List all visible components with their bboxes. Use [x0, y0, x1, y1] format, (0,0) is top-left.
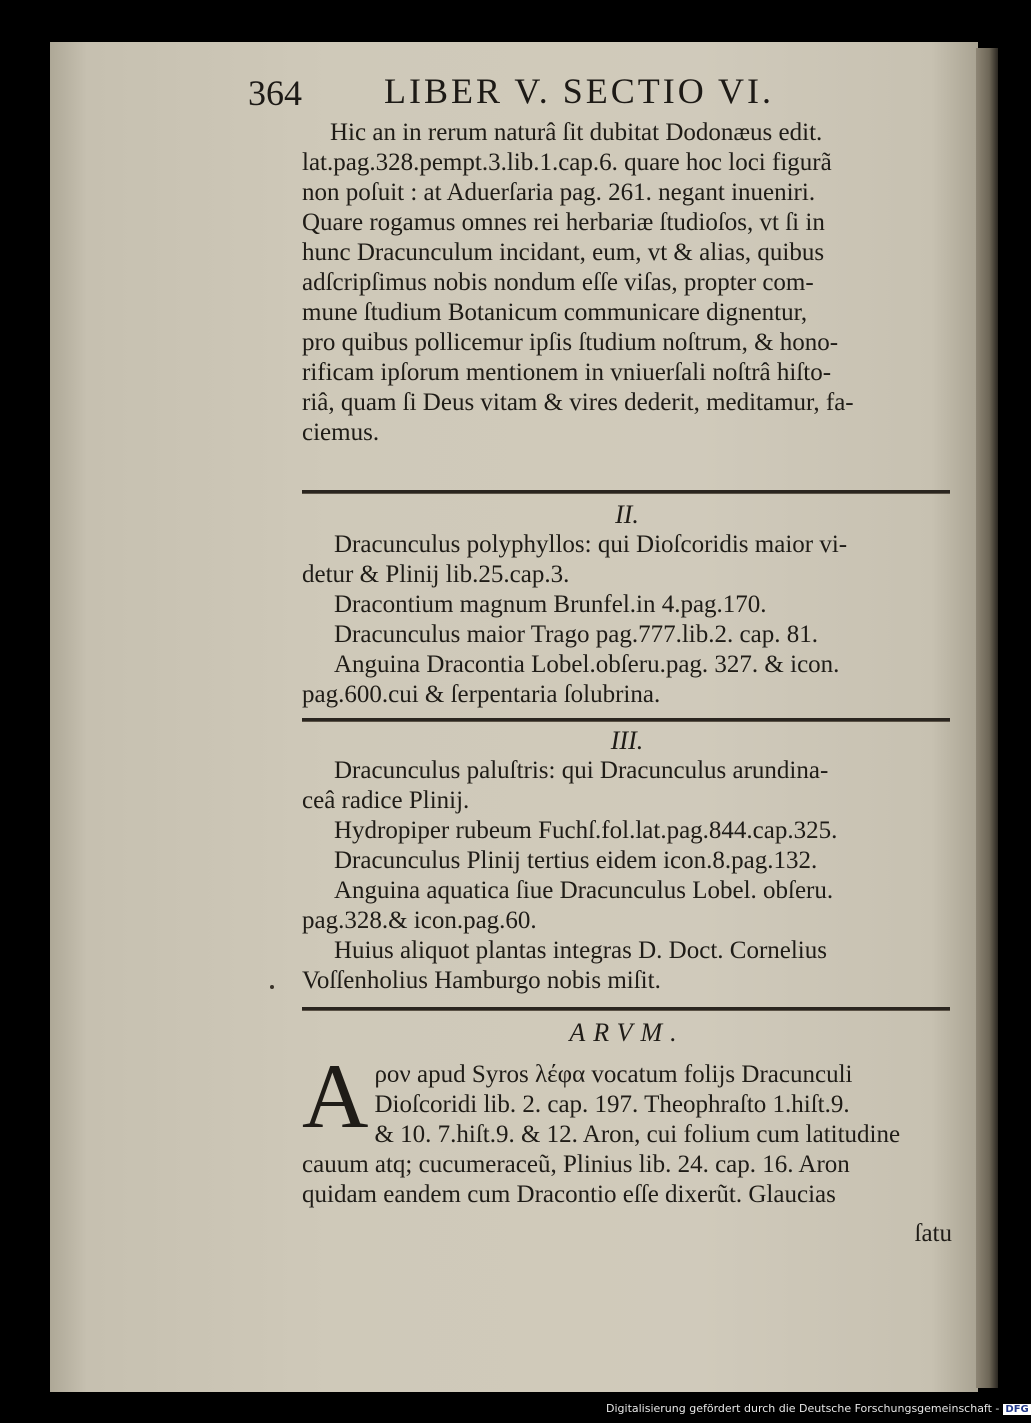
page-header	[248, 70, 868, 113]
entry-line: Anguina Dracontia Lobel.obſeru.pag. 327. & icon.	[334, 651, 840, 678]
text-line: ciemus.	[302, 419, 380, 446]
arum-line: Dioſcoridi lib. 2. cap. 197. Theophraſto 1.hiſt.9.	[374, 1091, 850, 1118]
intro-paragraph	[302, 118, 952, 448]
section-ii-entries	[302, 530, 952, 710]
arum-line: ρον apud Syros λέφα vocatum folijs Dracunculi	[374, 1061, 853, 1088]
arum-heading: ARVM.	[569, 1018, 685, 1047]
section-rule	[302, 718, 950, 722]
entry-line: Dracontium magnum Brunfel.in 4.pag.170.	[334, 591, 767, 618]
entry-line: Anguina aquatica ſiue Dracunculus Lobel. obſeru.	[334, 877, 834, 904]
entry-line: pag.600.cui & ſerpentaria ſolubrina.	[302, 681, 661, 708]
running-head: LIBER V. SECTIO VI.	[384, 71, 775, 111]
entry-line: pag.328.& icon.pag.60.	[302, 907, 537, 934]
text-line: rificam ipſorum mentionem in vniuerſali noſtrâ hiſto-	[302, 359, 832, 386]
entry-line: Huius aliquot plantas integras D. Doct. Cornelius	[334, 937, 827, 964]
text-line: adſcripſimus nobis nondum eſſe viſas, propter com-	[302, 269, 814, 296]
digitization-footer	[606, 1402, 1031, 1415]
section-iii-heading: III.	[610, 726, 644, 755]
dfg-logo: DFG	[1005, 1403, 1029, 1415]
page-edge	[976, 48, 998, 1388]
section-rule	[302, 1007, 950, 1011]
arum-text	[302, 1045, 952, 1210]
drop-cap: A	[302, 1045, 369, 1147]
catchword: ſatu	[914, 1220, 952, 1247]
text-line: Quare rogamus omnes rei herbariæ ſtudioſos, vt ſi in	[302, 209, 825, 236]
entry-line: Dracunculus Plinij tertius eidem icon.8.pag.132.	[334, 847, 818, 874]
arum-line: cauum atq; cucumeraceũ, Plinius lib. 24. cap. 16. Aron	[302, 1151, 850, 1178]
arum-line: quidam eandem cum Dracontio eſſe dixerũt. Glaucias	[302, 1181, 836, 1208]
section-iii-entries	[302, 756, 952, 996]
entry-line: detur & Plinij lib.25.cap.3.	[302, 561, 570, 588]
section-arum	[302, 1018, 952, 1248]
entry-line: Voſſenholius Hamburgo nobis miſit.	[302, 967, 661, 994]
arum-line: & 10. 7.hiſt.9. & 12. Aron, cui folium cum latitudine	[374, 1121, 901, 1148]
text-line: hunc Dracunculum incidant, eum, vt & alias, quibus	[302, 239, 825, 266]
text-line: Hic an in rerum naturâ ſit dubitat Dodonæus edit.	[330, 119, 823, 146]
entry-line: Hydropiper rubeum Fuchſ.fol.lat.pag.844.cap.325.	[334, 817, 838, 844]
entry-line: Dracunculus maior Trago pag.777.lib.2. cap. 81.	[334, 621, 818, 648]
footer-text: Digitalisierung gefördert durch die Deutsche Forschungsgemeinschaft -	[606, 1402, 1000, 1415]
section-ii-heading: II.	[615, 500, 639, 529]
entry-line: Dracunculus polyphyllos: qui Dioſcoridis maior vi-	[334, 531, 848, 558]
text-line: lat.pag.328.pempt.3.lib.1.cap.6. quare hoc loci figurã	[302, 149, 832, 176]
text-line: non poſuit : at Aduerſaria pag. 261. negant inueniri.	[302, 179, 816, 206]
ink-speck	[270, 985, 274, 989]
page-number: 364	[248, 73, 302, 113]
section-rule	[302, 490, 950, 494]
text-line: pro quibus pollicemur ipſis ſtudium noſtrum, & hono-	[302, 329, 839, 356]
text-line: riâ, quam ſi Deus vitam & vires dederit, meditamur, fa-	[302, 389, 854, 416]
text-line: mune ſtudium Botanicum communicare dignentur,	[302, 299, 808, 326]
entry-line: Dracunculus paluſtris: qui Dracunculus arundina-	[334, 757, 829, 784]
entry-line: ceâ radice Plinij.	[302, 787, 470, 814]
